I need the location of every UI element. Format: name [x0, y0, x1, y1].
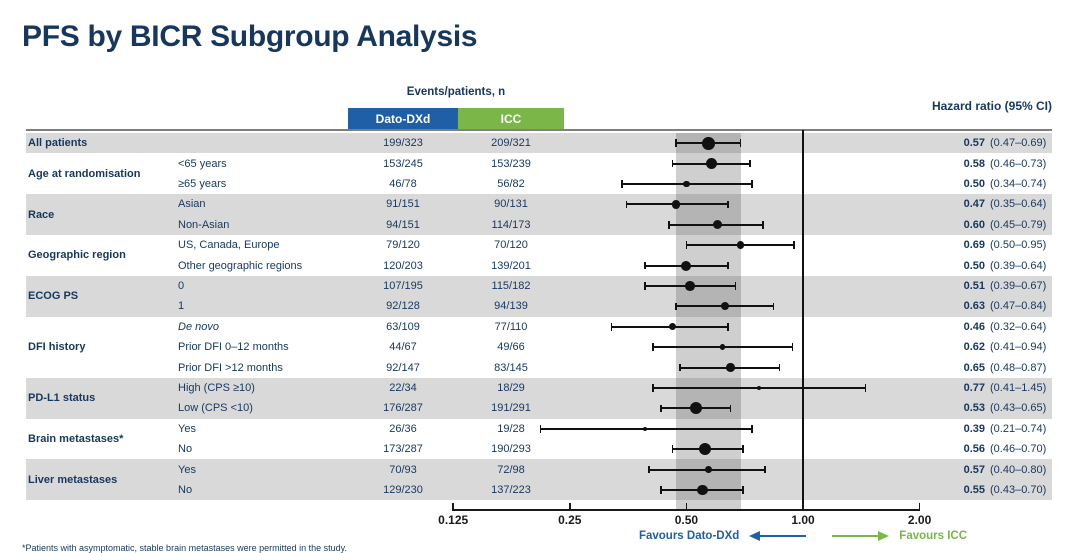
events-arm2: 83/145	[494, 361, 528, 374]
hr-ci: (0.32–0.64)	[990, 320, 1047, 333]
hr-value: 0.58	[963, 157, 985, 170]
events-arm1: 94/151	[386, 218, 420, 231]
hr-value: 0.46	[963, 320, 985, 333]
ci-cap-high	[751, 180, 753, 188]
hr-point-marker	[702, 137, 715, 150]
hr-value: 0.55	[963, 483, 985, 496]
group-label-6: PD-L1 status	[28, 392, 96, 405]
ci-cap-high	[865, 384, 867, 392]
ci-cap-low	[611, 323, 613, 331]
ci-cap-low	[648, 466, 650, 474]
hr-value: 0.57	[963, 137, 985, 150]
ci-cap-low	[626, 201, 628, 209]
hr-value: 0.53	[963, 402, 985, 415]
hr-point-marker	[683, 181, 689, 187]
subgroup-label: Yes	[178, 422, 196, 435]
subgroup-label: Prior DFI 0–12 months	[178, 341, 289, 354]
hr-ci: (0.50–0.95)	[990, 239, 1047, 252]
hr-ci: (0.35–0.64)	[990, 198, 1047, 211]
events-arm1: 92/147	[386, 361, 420, 374]
events-arm1: 129/230	[383, 483, 423, 496]
hazard-ratio-header: Hazard ratio (95% CI)	[931, 99, 1052, 113]
group-label-0: All patients	[28, 137, 88, 150]
ci-cap-high	[751, 425, 753, 433]
ci-cap-high	[727, 262, 729, 270]
ci-cap-low	[660, 405, 662, 413]
ci-cap-high	[779, 364, 781, 372]
events-arm1: 26/36	[389, 422, 417, 435]
hr-value: 0.47	[963, 198, 985, 211]
events-arm2: 72/98	[497, 463, 525, 476]
hr-ci: (0.40–0.80)	[990, 463, 1047, 476]
hr-value: 0.77	[963, 381, 985, 394]
hr-ci: (0.21–0.74)	[990, 422, 1047, 435]
ci-cap-low	[621, 180, 623, 188]
hr-ci: (0.41–0.94)	[990, 341, 1047, 354]
ci-cap-high	[793, 241, 795, 249]
events-arm1: 91/151	[386, 198, 420, 211]
hr-value: 0.65	[963, 361, 985, 374]
events-arm2: 18/29	[497, 381, 525, 394]
header-separator-line	[26, 129, 1052, 131]
events-arm2: 56/82	[497, 177, 525, 190]
ci-cap-high	[742, 486, 744, 494]
group-label-3: Geographic region	[28, 249, 126, 262]
events-arm1: 120/203	[383, 259, 423, 272]
events-arm2: 115/182	[491, 279, 531, 292]
hr-point-marker	[757, 386, 761, 390]
favours-legend	[639, 530, 967, 542]
hr-ci: (0.39–0.64)	[990, 259, 1047, 272]
footnote: *Patients with asymptomatic, stable brain metastases were permitted in the study.	[22, 543, 347, 553]
subgroup-label: Asian	[178, 198, 206, 211]
x-tick-label: 0.125	[438, 513, 469, 527]
hr-ci: (0.46–0.73)	[990, 157, 1047, 170]
hr-ci: (0.46–0.70)	[990, 443, 1047, 456]
events-patients-header: Events/patients, n	[406, 86, 506, 98]
hr-ci: (0.47–0.84)	[990, 300, 1047, 313]
favours-dato-label: Favours Dato-DXd	[638, 530, 740, 542]
hr-point-marker	[706, 158, 717, 169]
events-arm2: 70/120	[494, 239, 528, 252]
events-arm2: 191/291	[491, 402, 531, 415]
events-arm2: 209/321	[491, 137, 531, 150]
events-arm2: 114/173	[491, 218, 531, 231]
events-arm1: 79/120	[386, 239, 420, 252]
ci-cap-low	[644, 282, 646, 290]
subgroup-label: Prior DFI >12 months	[178, 361, 283, 374]
events-arm2: 49/66	[497, 341, 525, 354]
subgroup-label: Yes	[178, 463, 196, 476]
subgroup-label: 0	[178, 279, 185, 292]
hr-point-marker	[697, 485, 708, 496]
ci-cap-high	[727, 201, 729, 209]
hr-ci: (0.41–1.45)	[990, 381, 1047, 394]
ci-cap-high	[735, 282, 737, 290]
x-axis-tick	[452, 503, 454, 511]
ci-cap-low	[686, 241, 688, 249]
arm-dato-dxd-label: Dato-DXd	[375, 111, 431, 126]
hr-point-marker	[681, 261, 691, 271]
hr-ci: (0.45–0.79)	[990, 218, 1047, 231]
x-tick-label: 0.50	[674, 513, 699, 527]
group-label-8: Liver metastases	[28, 473, 118, 486]
subgroup-label: Non-Asian	[178, 218, 230, 231]
ci-cap-low	[672, 445, 674, 453]
events-arm1: 153/245	[383, 157, 423, 170]
hr-ci: (0.48–0.87)	[990, 361, 1047, 374]
ci-cap-low	[675, 303, 677, 311]
events-arm2: 153/239	[491, 157, 531, 170]
events-arm2: 94/139	[494, 300, 528, 313]
ci-cap-low	[652, 384, 654, 392]
ci-cap-high	[773, 303, 775, 311]
hr-value: 0.39	[963, 422, 985, 435]
x-tick-label: 2.00	[907, 513, 932, 527]
events-arm2: 139/201	[491, 259, 531, 272]
subgroup-label: No	[178, 483, 193, 496]
ci-cap-high	[749, 160, 751, 168]
events-arm1: 176/287	[383, 402, 423, 415]
events-arm1: 46/78	[389, 177, 417, 190]
x-axis-tick	[569, 503, 571, 511]
events-arm2: 77/110	[494, 320, 528, 333]
ci-cap-high	[742, 445, 744, 453]
ci-cap-high	[792, 343, 794, 351]
events-arm1: 199/323	[383, 137, 423, 150]
ci-cap-high	[727, 323, 729, 331]
events-arm1: 70/93	[389, 463, 417, 476]
ci-cap-low	[652, 343, 654, 351]
events-arm1: 107/195	[383, 279, 423, 292]
subgroup-label: High (CPS ≥10)	[178, 381, 255, 394]
hr-value: 0.50	[963, 177, 985, 190]
group-label-1: Age at randomisation	[28, 167, 141, 180]
ci-cap-high	[740, 139, 742, 147]
hr-ci: (0.34–0.74)	[990, 177, 1047, 190]
hr-value: 0.69	[963, 239, 985, 252]
events-arm1: 92/128	[386, 300, 420, 313]
subgroup-label: No	[178, 443, 193, 456]
group-label-5: DFI history	[28, 341, 86, 354]
x-axis-tick	[919, 503, 921, 511]
group-label-4: ECOG PS	[28, 290, 79, 303]
arrow-right-icon	[831, 530, 889, 542]
hr-value: 0.51	[963, 279, 985, 292]
hr-ci: (0.43–0.70)	[990, 483, 1047, 496]
events-arm2: 90/131	[494, 198, 528, 211]
ci-cap-low	[668, 221, 670, 229]
ci-cap-low	[660, 486, 662, 494]
favours-icc-label: Favours ICC	[899, 530, 968, 542]
subgroup-label: De novo	[178, 320, 219, 333]
hr-point-marker	[726, 363, 735, 372]
hr-point-marker	[737, 241, 745, 249]
ci-cap-high	[762, 221, 764, 229]
ci-cap-low	[679, 364, 681, 372]
hr-value: 0.62	[963, 341, 985, 354]
hr-point-marker	[705, 466, 712, 473]
arrow-left-icon	[749, 530, 807, 542]
hr-point-marker	[672, 200, 680, 208]
events-arm1: 173/287	[383, 443, 423, 456]
arm-dato-dxd-header	[348, 108, 458, 129]
subgroup-label: Low (CPS <10)	[178, 402, 253, 415]
hr-point-marker	[643, 427, 647, 431]
hr-value: 0.63	[963, 300, 985, 313]
hr-value: 0.50	[963, 259, 985, 272]
arm-icc-label: ICC	[500, 111, 522, 126]
subgroup-label	[178, 133, 346, 153]
ci-cap-low	[675, 139, 677, 147]
reference-line-hr1	[802, 130, 804, 509]
events-arm2: 190/293	[491, 443, 531, 456]
subgroup-label: Other geographic regions	[178, 259, 303, 272]
group-label-7: Brain metastases*	[28, 432, 124, 445]
ci-cap-high	[764, 466, 766, 474]
subgroup-label: <65 years	[178, 157, 227, 170]
page-title: PFS by BICR Subgroup Analysis	[22, 20, 478, 53]
ci-cap-low	[644, 262, 646, 270]
hr-point-marker	[685, 281, 695, 291]
subgroup-label: US, Canada, Europe	[178, 239, 280, 252]
hr-value: 0.60	[963, 218, 985, 231]
events-arm1: 22/34	[389, 381, 417, 394]
hr-point-marker	[669, 323, 676, 330]
subgroup-label: 1	[178, 300, 185, 313]
hr-ci: (0.39–0.67)	[990, 279, 1047, 292]
hr-ci: (0.47–0.69)	[990, 137, 1047, 150]
group-label-2: Race	[28, 208, 55, 221]
hr-point-marker	[713, 220, 722, 229]
ci-cap-high	[730, 405, 732, 413]
events-arm1: 63/109	[386, 320, 420, 333]
events-arm2: 19/28	[497, 422, 525, 435]
x-axis-tick	[802, 503, 804, 511]
hr-value: 0.57	[963, 463, 985, 476]
hr-ci: (0.43–0.65)	[990, 402, 1047, 415]
events-arm2: 137/223	[491, 483, 531, 496]
events-arm1: 44/67	[389, 341, 417, 354]
x-tick-label: 0.25	[558, 513, 582, 527]
arm-icc-header	[458, 108, 564, 129]
subgroup-label: ≥65 years	[178, 177, 227, 190]
hr-value: 0.56	[963, 443, 985, 456]
ci-cap-low	[672, 160, 674, 168]
x-tick-label: 1.00	[791, 513, 815, 527]
x-axis-tick	[686, 503, 688, 511]
